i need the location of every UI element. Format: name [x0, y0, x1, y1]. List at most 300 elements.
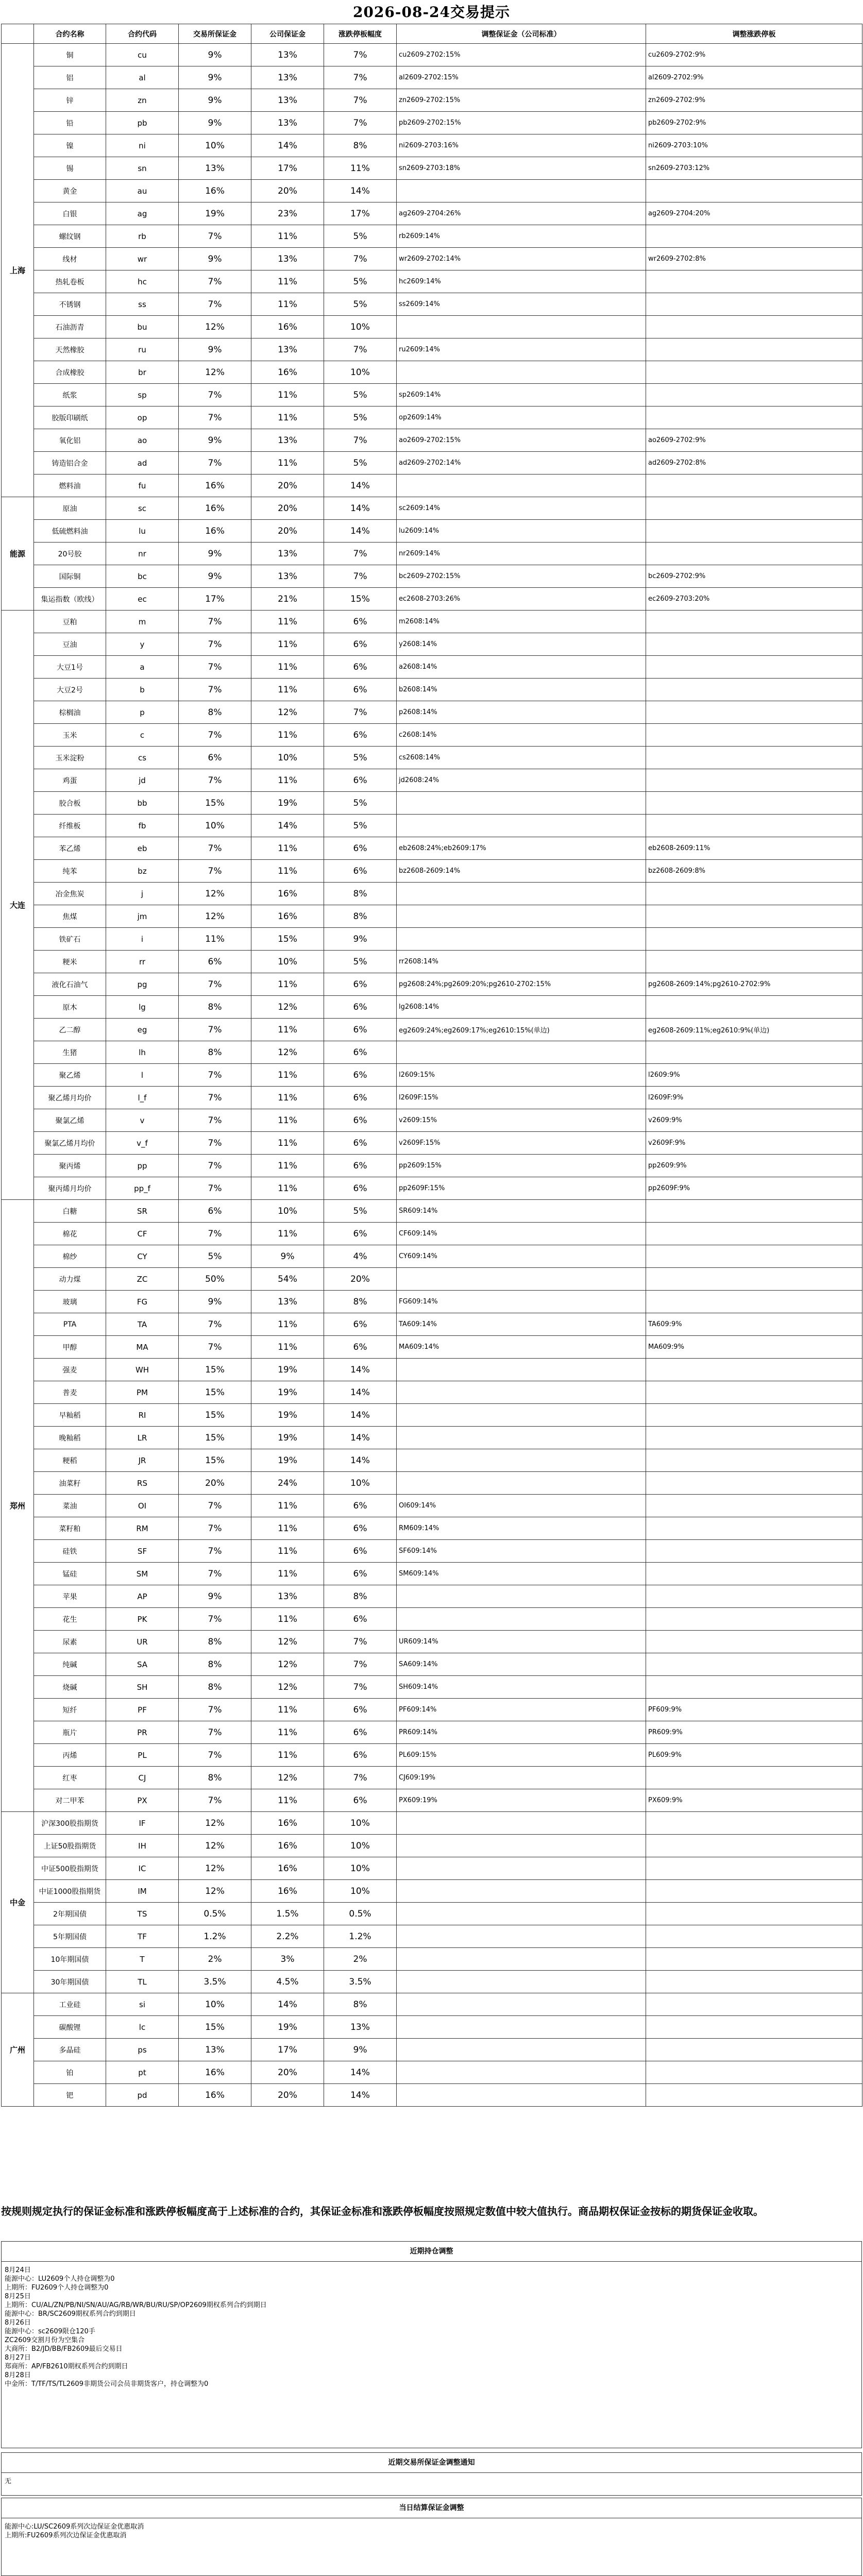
contract-name-cell: 液化石油气 — [34, 973, 106, 996]
table-row — [2, 565, 862, 588]
adjusted-margin-cell: CY609:14% — [397, 1245, 646, 1268]
table-row — [2, 1381, 862, 1404]
company-margin-cell: 23% — [251, 202, 324, 225]
exchange-margin-cell: 7% — [179, 225, 251, 248]
company-margin-cell: 16% — [251, 905, 324, 928]
table-row — [2, 1132, 862, 1155]
table-row — [2, 883, 862, 905]
company-margin-cell: 4.5% — [251, 1971, 324, 1993]
price-limit-cell: 5% — [324, 384, 397, 406]
contract-code-cell: IF — [106, 1812, 179, 1835]
adjusted-limit-cell — [646, 883, 862, 905]
price-limit-cell: 14% — [324, 180, 397, 202]
exchange-margin-cell: 9% — [179, 112, 251, 134]
exchange-margin-cell: 9% — [179, 338, 251, 361]
contract-name-cell: 聚丙烯 — [34, 1155, 106, 1177]
contract-code-cell: OI — [106, 1495, 179, 1517]
company-margin-cell: 20% — [251, 2084, 324, 2107]
contract-code-cell: a — [106, 656, 179, 679]
contract-name-cell: 中证500股指期货 — [34, 1857, 106, 1880]
exchange-margin-cell: 12% — [179, 1835, 251, 1857]
exchange-margin-cell: 9% — [179, 89, 251, 112]
table-row — [2, 452, 862, 474]
contract-code-cell: PR — [106, 1721, 179, 1744]
adjusted-margin-cell — [397, 1381, 646, 1404]
adjusted-margin-cell — [397, 1971, 646, 1993]
exchange-margin-cell: 12% — [179, 316, 251, 338]
contract-code-cell: l_f — [106, 1087, 179, 1109]
company-margin-cell: 11% — [251, 1019, 324, 1041]
price-limit-cell: 7% — [324, 66, 397, 89]
contract-code-cell: fb — [106, 815, 179, 837]
header-exchange — [2, 24, 34, 44]
contract-code-cell: WH — [106, 1359, 179, 1381]
adjusted-limit-cell — [646, 1993, 862, 2016]
table-row — [2, 1313, 862, 1336]
price-limit-cell: 7% — [324, 565, 397, 588]
contract-code-cell: RI — [106, 1404, 179, 1427]
contract-name-cell: 线材 — [34, 248, 106, 270]
adjusted-margin-cell — [397, 815, 646, 837]
price-limit-cell: 7% — [324, 429, 397, 452]
price-limit-cell: 5% — [324, 225, 397, 248]
contract-code-cell: sn — [106, 157, 179, 180]
adjusted-margin-cell: jd2608:24% — [397, 769, 646, 792]
adjusted-limit-cell — [646, 384, 862, 406]
contract-code-cell: b — [106, 679, 179, 701]
company-margin-cell: 10% — [251, 1200, 324, 1223]
company-margin-cell: 15% — [251, 928, 324, 951]
contract-code-cell: m — [106, 611, 179, 633]
notice-text: 按规则规定执行的保证金标准和涨跌停板幅度高于上述标准的合约，其保证金标准和涨跌停板幅度按照规定数值中较大值执行。商品期权保证金按标的期货保证金收取。 — [1, 2205, 764, 2217]
contract-name-cell: 玻璃 — [34, 1291, 106, 1313]
table-row — [2, 406, 862, 429]
adjusted-limit-cell — [646, 270, 862, 293]
company-margin-cell: 11% — [251, 452, 324, 474]
table-row — [2, 588, 862, 611]
table-row — [2, 202, 862, 225]
adjusted-margin-cell: v2609F:15% — [397, 1132, 646, 1155]
adjusted-margin-cell: bz2608-2609:14% — [397, 860, 646, 883]
price-limit-cell: 8% — [324, 1585, 397, 1608]
company-margin-cell: 11% — [251, 1495, 324, 1517]
company-margin-cell: 12% — [251, 1767, 324, 1789]
exchange-margin-cell: 6% — [179, 951, 251, 973]
adjusted-limit-cell: MA609:9% — [646, 1336, 862, 1359]
contract-name-cell: 聚氯乙烯 — [34, 1109, 106, 1132]
contract-code-cell: bb — [106, 792, 179, 815]
contract-name-cell: 聚乙烯月均价 — [34, 1087, 106, 1109]
price-limit-cell: 5% — [324, 293, 397, 316]
header-contract-code: 合约代码 — [106, 24, 179, 44]
contract-code-cell: i — [106, 928, 179, 951]
adjusted-limit-cell — [646, 293, 862, 316]
adjusted-limit-cell — [646, 747, 862, 769]
exchange-margin-cell: 9% — [179, 44, 251, 66]
adjusted-margin-cell: sp2609:14% — [397, 384, 646, 406]
contract-name-cell: 原油 — [34, 497, 106, 520]
adjusted-limit-cell: PX609:9% — [646, 1789, 862, 1812]
price-limit-cell: 6% — [324, 611, 397, 633]
contract-name-cell: 冶金焦炭 — [34, 883, 106, 905]
adjusted-margin-cell — [397, 180, 646, 202]
contract-name-cell: 早籼稻 — [34, 1404, 106, 1427]
contract-code-cell: al — [106, 66, 179, 89]
exchange-margin-cell: 9% — [179, 543, 251, 565]
contract-code-cell: lg — [106, 996, 179, 1019]
adjusted-limit-cell — [646, 656, 862, 679]
table-row — [2, 44, 862, 66]
adjusted-margin-cell: CF609:14% — [397, 1223, 646, 1245]
contract-name-cell: 10年期国债 — [34, 1948, 106, 1971]
exchange-margin-cell: 0.5% — [179, 1903, 251, 1925]
exchange-margin-cell: 15% — [179, 2016, 251, 2039]
contract-name-cell: 碳酸锂 — [34, 2016, 106, 2039]
adjusted-margin-cell: sn2609-2703:18% — [397, 157, 646, 180]
adjusted-limit-cell: pg2608-2609:14%;pg2610-2702:9% — [646, 973, 862, 996]
price-limit-cell: 7% — [324, 701, 397, 724]
contract-name-cell: 玉米淀粉 — [34, 747, 106, 769]
adjusted-margin-cell — [397, 905, 646, 928]
company-margin-cell: 16% — [251, 1857, 324, 1880]
exchange-margin-cell: 12% — [179, 883, 251, 905]
contract-code-cell: TL — [106, 1971, 179, 1993]
exchange-margin-cell: 8% — [179, 1653, 251, 1676]
contract-code-cell: SF — [106, 1540, 179, 1563]
price-limit-cell: 6% — [324, 1699, 397, 1721]
adjusted-limit-cell — [646, 225, 862, 248]
contract-name-cell: 5年期国债 — [34, 1925, 106, 1948]
company-margin-cell: 13% — [251, 429, 324, 452]
adjusted-margin-cell: ao2609-2702:15% — [397, 429, 646, 452]
table-row — [2, 1835, 862, 1857]
table-row — [2, 1245, 862, 1268]
exchange-margin-cell: 7% — [179, 270, 251, 293]
price-limit-cell: 8% — [324, 134, 397, 157]
contract-name-cell: 氧化铝 — [34, 429, 106, 452]
company-margin-cell: 13% — [251, 89, 324, 112]
table-row — [2, 1495, 862, 1517]
price-limit-cell: 20% — [324, 1268, 397, 1291]
contract-name-cell: 2年期国债 — [34, 1903, 106, 1925]
exchange-margin-cell: 8% — [179, 1631, 251, 1653]
contract-name-cell: 胶合板 — [34, 792, 106, 815]
company-margin-cell: 10% — [251, 747, 324, 769]
contract-code-cell: RM — [106, 1517, 179, 1540]
table-row — [2, 2016, 862, 2039]
price-limit-cell: 5% — [324, 270, 397, 293]
adjusted-limit-cell — [646, 1653, 862, 1676]
contract-name-cell: 丙烯 — [34, 1744, 106, 1767]
company-margin-cell: 13% — [251, 66, 324, 89]
contract-code-cell: UR — [106, 1631, 179, 1653]
adjusted-margin-cell: OI609:14% — [397, 1495, 646, 1517]
exchange-margin-cell: 7% — [179, 1517, 251, 1540]
contract-name-cell: 豆粕 — [34, 611, 106, 633]
contract-name-cell: 棉纱 — [34, 1245, 106, 1268]
table-row — [2, 1631, 862, 1653]
company-margin-cell: 11% — [251, 1064, 324, 1087]
exchange-cell: 能源 — [2, 497, 34, 611]
contract-code-cell: lu — [106, 520, 179, 543]
adjusted-limit-cell — [646, 1495, 862, 1517]
table-body — [2, 44, 862, 2107]
company-margin-cell: 11% — [251, 611, 324, 633]
contract-code-cell: j — [106, 883, 179, 905]
adjusted-limit-cell — [646, 1767, 862, 1789]
adjusted-margin-cell — [397, 2084, 646, 2107]
adjusted-margin-cell: ad2609-2702:14% — [397, 452, 646, 474]
contract-code-cell: pp — [106, 1155, 179, 1177]
contract-code-cell: eb — [106, 837, 179, 860]
company-margin-cell: 11% — [251, 1336, 324, 1359]
adjusted-limit-cell: l2609:9% — [646, 1064, 862, 1087]
contract-name-cell: 油菜籽 — [34, 1472, 106, 1495]
adjusted-limit-cell: pb2609-2702:9% — [646, 112, 862, 134]
contract-code-cell: IC — [106, 1857, 179, 1880]
adjusted-margin-cell — [397, 1608, 646, 1631]
company-margin-cell: 11% — [251, 270, 324, 293]
adjusted-limit-cell — [646, 1427, 862, 1449]
company-margin-cell: 11% — [251, 1721, 324, 1744]
adjusted-margin-cell — [397, 928, 646, 951]
table-row — [2, 679, 862, 701]
adjusted-limit-cell — [646, 543, 862, 565]
table-row — [2, 815, 862, 837]
adjusted-limit-cell — [646, 769, 862, 792]
contract-name-cell: 纤维板 — [34, 815, 106, 837]
company-margin-cell: 21% — [251, 588, 324, 611]
price-limit-cell: 14% — [324, 1427, 397, 1449]
price-limit-cell: 14% — [324, 1381, 397, 1404]
contract-name-cell: 集运指数（欧线） — [34, 588, 106, 611]
price-limit-cell: 10% — [324, 316, 397, 338]
contract-name-cell: 鸡蛋 — [34, 769, 106, 792]
table-row — [2, 66, 862, 89]
contract-code-cell: jd — [106, 769, 179, 792]
adjusted-limit-cell — [646, 951, 862, 973]
table-row — [2, 1449, 862, 1472]
exchange-margin-cell: 3.5% — [179, 1971, 251, 1993]
exchange-margin-cell: 7% — [179, 1495, 251, 1517]
table-row — [2, 792, 862, 815]
adjusted-margin-cell — [397, 883, 646, 905]
company-margin-cell: 14% — [251, 134, 324, 157]
adjusted-limit-cell: pp2609:9% — [646, 1155, 862, 1177]
price-limit-cell: 6% — [324, 1608, 397, 1631]
table-row — [2, 1223, 862, 1245]
adjusted-limit-cell — [646, 1925, 862, 1948]
adjusted-margin-cell: eb2608:24%;eb2609:17% — [397, 837, 646, 860]
company-margin-cell: 11% — [251, 679, 324, 701]
exchange-margin-cell: 7% — [179, 611, 251, 633]
contract-code-cell: pp_f — [106, 1177, 179, 1200]
contract-name-cell: 中证1000股指期货 — [34, 1880, 106, 1903]
company-margin-cell: 20% — [251, 2061, 324, 2084]
adjusted-margin-cell — [397, 361, 646, 384]
company-margin-cell: 11% — [251, 724, 324, 747]
table-row — [2, 747, 862, 769]
contract-code-cell: v_f — [106, 1132, 179, 1155]
table-row — [2, 1291, 862, 1313]
adjusted-margin-cell: SA609:14% — [397, 1653, 646, 1676]
contract-code-cell: IH — [106, 1835, 179, 1857]
price-limit-cell: 6% — [324, 1721, 397, 1744]
company-margin-cell: 11% — [251, 1789, 324, 1812]
adjusted-margin-cell: c2608:14% — [397, 724, 646, 747]
contract-code-cell: bz — [106, 860, 179, 883]
price-limit-cell: 6% — [324, 1789, 397, 1812]
price-limit-cell: 8% — [324, 883, 397, 905]
contract-name-cell: 螺纹钢 — [34, 225, 106, 248]
table-row — [2, 338, 862, 361]
price-limit-cell: 14% — [324, 474, 397, 497]
company-margin-cell: 14% — [251, 1993, 324, 2016]
company-margin-cell: 11% — [251, 384, 324, 406]
adjusted-limit-cell — [646, 1608, 862, 1631]
contract-code-cell: SA — [106, 1653, 179, 1676]
price-limit-cell: 6% — [324, 1155, 397, 1177]
adjusted-margin-cell: PL609:15% — [397, 1744, 646, 1767]
contract-code-cell: si — [106, 1993, 179, 2016]
price-limit-cell: 5% — [324, 792, 397, 815]
contract-code-cell: y — [106, 633, 179, 656]
exchange-margin-cell: 7% — [179, 1721, 251, 1744]
price-limit-cell: 3.5% — [324, 1971, 397, 1993]
table-row — [2, 1109, 862, 1132]
contract-name-cell: 聚氯乙烯月均价 — [34, 1132, 106, 1155]
price-limit-cell: 10% — [324, 1880, 397, 1903]
adjusted-margin-cell: SM609:14% — [397, 1563, 646, 1585]
price-limit-cell: 6% — [324, 633, 397, 656]
table-row — [2, 1268, 862, 1291]
adjusted-margin-cell: rr2608:14% — [397, 951, 646, 973]
adjusted-margin-cell: SF609:14% — [397, 1540, 646, 1563]
adjusted-limit-cell — [646, 406, 862, 429]
adjusted-limit-cell: wr2609-2702:8% — [646, 248, 862, 270]
exchange-margin-cell: 7% — [179, 1019, 251, 1041]
adjusted-limit-cell — [646, 520, 862, 543]
price-limit-cell: 14% — [324, 2061, 397, 2084]
exchange-margin-cell: 7% — [179, 656, 251, 679]
contract-name-cell: 铁矿石 — [34, 928, 106, 951]
contract-name-cell: 铝 — [34, 66, 106, 89]
company-margin-cell: 12% — [251, 996, 324, 1019]
exchange-margin-cell: 15% — [179, 792, 251, 815]
adjusted-limit-cell — [646, 1268, 862, 1291]
contract-name-cell: 苹果 — [34, 1585, 106, 1608]
price-limit-cell: 5% — [324, 815, 397, 837]
adjusted-limit-cell: l2609F:9% — [646, 1087, 862, 1109]
contract-code-cell: pt — [106, 2061, 179, 2084]
exchange-margin-cell: 16% — [179, 2061, 251, 2084]
exchange-margin-cell: 7% — [179, 769, 251, 792]
contract-code-cell: rb — [106, 225, 179, 248]
contract-name-cell: 白银 — [34, 202, 106, 225]
table-row — [2, 2061, 862, 2084]
company-margin-cell: 11% — [251, 633, 324, 656]
adjusted-limit-cell — [646, 905, 862, 928]
price-limit-cell: 8% — [324, 905, 397, 928]
price-limit-cell: 11% — [324, 157, 397, 180]
exchange-margin-cell: 7% — [179, 1109, 251, 1132]
adjusted-margin-cell: ru2609:14% — [397, 338, 646, 361]
adjusted-margin-cell: al2609-2702:15% — [397, 66, 646, 89]
company-margin-cell: 16% — [251, 361, 324, 384]
price-limit-cell: 6% — [324, 1064, 397, 1087]
price-limit-cell: 15% — [324, 588, 397, 611]
exchange-margin-cell: 7% — [179, 1540, 251, 1563]
exchange-margin-cell: 9% — [179, 1585, 251, 1608]
adjusted-margin-cell — [397, 1835, 646, 1857]
contract-name-cell: 铸造铝合金 — [34, 452, 106, 474]
exchange-cell: 郑州 — [2, 1200, 34, 1812]
contract-code-cell: CF — [106, 1223, 179, 1245]
adjusted-limit-cell — [646, 1291, 862, 1313]
company-margin-cell: 11% — [251, 293, 324, 316]
adjusted-limit-cell — [646, 724, 862, 747]
company-margin-cell: 13% — [251, 112, 324, 134]
adjusted-margin-cell: cs2608:14% — [397, 747, 646, 769]
exchange-margin-cell: 7% — [179, 1699, 251, 1721]
table-row — [2, 316, 862, 338]
adjusted-limit-cell — [646, 1812, 862, 1835]
adjusted-margin-cell: pp2609F:15% — [397, 1177, 646, 1200]
contract-name-cell: 锰硅 — [34, 1563, 106, 1585]
table-row — [2, 157, 862, 180]
adjusted-margin-cell: y2608:14% — [397, 633, 646, 656]
exchange-margin-cell: 16% — [179, 2084, 251, 2107]
adjusted-margin-cell: m2608:14% — [397, 611, 646, 633]
price-limit-cell: 6% — [324, 1109, 397, 1132]
contract-name-cell: 20号胶 — [34, 543, 106, 565]
company-margin-cell: 17% — [251, 157, 324, 180]
table-row — [2, 1857, 862, 1880]
exchange-margin-cell: 15% — [179, 1381, 251, 1404]
table-row — [2, 474, 862, 497]
adjusted-limit-cell: eg2608-2609:11%;eg2610:9%(单边) — [646, 1019, 862, 1041]
price-limit-cell: 6% — [324, 1041, 397, 1064]
company-margin-cell: 11% — [251, 1563, 324, 1585]
exchange-margin-cell: 7% — [179, 1336, 251, 1359]
contract-name-cell: 强麦 — [34, 1359, 106, 1381]
exchange-margin-cell: 9% — [179, 1291, 251, 1313]
exchange-margin-cell: 7% — [179, 384, 251, 406]
contract-name-cell: 甲醇 — [34, 1336, 106, 1359]
exchange-margin-cell: 13% — [179, 2039, 251, 2061]
exchange-margin-cell: 12% — [179, 905, 251, 928]
contract-code-cell: T — [106, 1948, 179, 1971]
exchange-margin-cell: 8% — [179, 1767, 251, 1789]
contract-code-cell: ps — [106, 2039, 179, 2061]
price-limit-cell: 7% — [324, 44, 397, 66]
contract-code-cell: ZC — [106, 1268, 179, 1291]
contract-code-cell: PK — [106, 1608, 179, 1631]
company-margin-cell: 11% — [251, 1132, 324, 1155]
company-margin-cell: 20% — [251, 180, 324, 202]
company-margin-cell: 11% — [251, 406, 324, 429]
exchange-margin-cell: 19% — [179, 202, 251, 225]
adjusted-limit-cell: PF609:9% — [646, 1699, 862, 1721]
table-row — [2, 293, 862, 316]
table-row — [2, 1812, 862, 1835]
contract-name-cell: 烧碱 — [34, 1676, 106, 1699]
contract-name-cell: 铅 — [34, 112, 106, 134]
contract-name-cell: 棕榈油 — [34, 701, 106, 724]
adjusted-margin-cell — [397, 1268, 646, 1291]
adjusted-margin-cell: SR609:14% — [397, 1200, 646, 1223]
exchange-margin-cell: 7% — [179, 860, 251, 883]
